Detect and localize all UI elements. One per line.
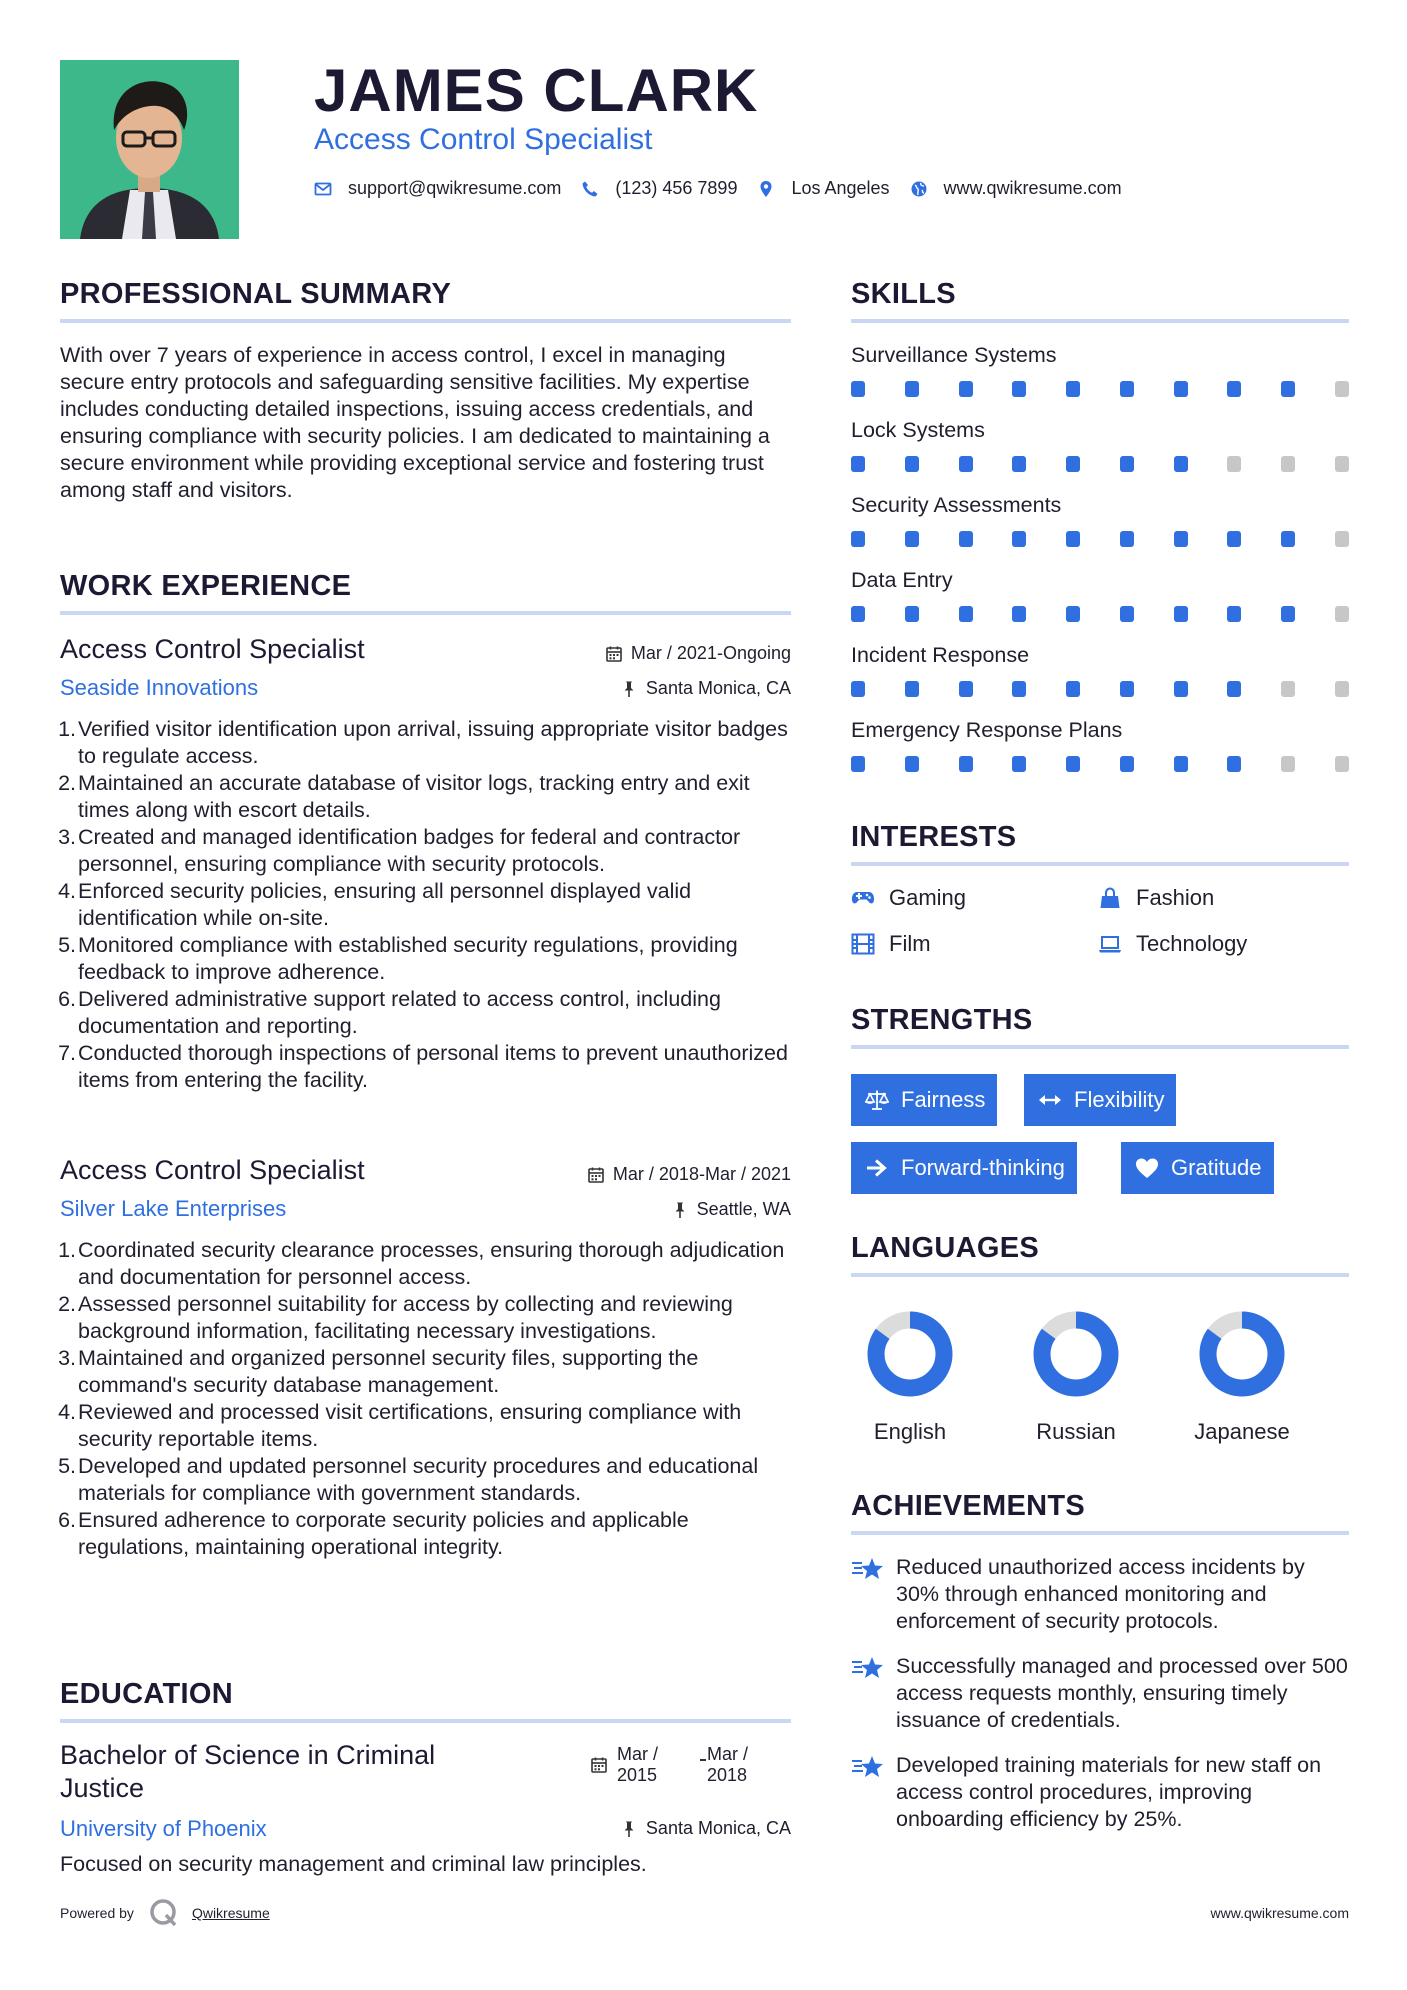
job-duty-text: Conducted thorough inspections of personal items to prevent unauthorized items from entering the facility. bbox=[78, 1041, 788, 1092]
achievement-item bbox=[851, 1653, 1349, 1734]
job-duty-text: Verified visitor identification upon arrival, issuing appropriate visitor badges to regulate access. bbox=[78, 717, 788, 768]
section-divider bbox=[60, 319, 791, 323]
skill-dot-filled bbox=[1012, 606, 1026, 622]
gamepad-icon bbox=[851, 887, 875, 909]
skill-dot-filled bbox=[1120, 531, 1134, 547]
skill-name: Incident Response bbox=[851, 643, 1030, 667]
education-description: Focused on security management and criminal law principles. bbox=[60, 1852, 647, 1876]
education-end-date bbox=[707, 1744, 748, 1786]
strength-label: Flexibility bbox=[1074, 1087, 1165, 1112]
interest-film bbox=[851, 930, 931, 958]
interest-label: Fashion bbox=[1136, 885, 1215, 910]
email-text: support@qwikresume.com bbox=[348, 178, 562, 198]
education-end-year: 2018 bbox=[707, 1765, 748, 1785]
list-number: 2. bbox=[58, 771, 76, 795]
list-number: 4. bbox=[58, 1400, 76, 1424]
interest-technology bbox=[1098, 930, 1247, 958]
job-role: Access Control Specialist bbox=[60, 1155, 365, 1185]
skill-name: Surveillance Systems bbox=[851, 343, 1057, 367]
skill-dot-filled bbox=[1012, 531, 1026, 547]
skill-dot-filled bbox=[1227, 606, 1241, 622]
list-number: 1. bbox=[58, 1238, 76, 1262]
summary-text: With over 7 years of experience in access control, I excel in managing secure entry protocols and safeguarding sensitive facilities. My expertise includes conducting detailed inspections, issuing access credentials, and ensuring compliance with security policies. I am dedicated to maintaining a secure environment while providing exceptional service and fostering trust among staff and visitors. bbox=[60, 343, 770, 502]
pushpin-icon bbox=[671, 1201, 689, 1219]
job-duty-text: Enforced security policies, ensuring all personnel displayed valid identification while on-site. bbox=[78, 879, 692, 930]
language-name: Russian bbox=[1036, 1419, 1116, 1444]
shooting-star-icon bbox=[851, 1556, 885, 1582]
skill-dot-filled bbox=[1120, 606, 1134, 622]
skill-dot-filled bbox=[851, 681, 865, 697]
skill-dot-filled bbox=[1174, 531, 1188, 547]
job-duty-text: Coordinated security clearance processes, ensuring thorough adjudication and documentation for personnel access. bbox=[78, 1238, 785, 1289]
job-role: Access Control Specialist bbox=[60, 634, 365, 664]
list-number: 6. bbox=[58, 1508, 76, 1532]
job-company: Seaside Innovations bbox=[60, 675, 259, 700]
job-duty-item bbox=[58, 824, 791, 878]
skill-dot-filled bbox=[1281, 606, 1295, 622]
job-duties-list bbox=[60, 716, 791, 1094]
heart-icon bbox=[1135, 1157, 1159, 1179]
shooting-star-icon bbox=[851, 1754, 885, 1780]
list-number: 1. bbox=[58, 717, 76, 741]
contact-location bbox=[757, 178, 889, 199]
section-title-languages: LANGUAGES bbox=[851, 1232, 1039, 1264]
pushpin-icon bbox=[620, 680, 638, 698]
date-separator bbox=[700, 1759, 706, 1761]
contact-website[interactable] bbox=[910, 178, 1122, 199]
skill-dot-filled bbox=[1281, 381, 1295, 397]
job-duty-text: Ensured adherence to corporate security policies and applicable regulations, maintaining operational integrity. bbox=[78, 1508, 689, 1559]
contact-email[interactable] bbox=[314, 178, 561, 199]
list-number: 5. bbox=[58, 1454, 76, 1478]
skill-dot-filled bbox=[1066, 531, 1080, 547]
strength-label: Fairness bbox=[901, 1087, 986, 1112]
phone-text: (123) 456 7899 bbox=[615, 178, 738, 198]
skill-dot-filled bbox=[905, 756, 919, 772]
education-start-date bbox=[617, 1744, 658, 1786]
section-title-interests: INTERESTS bbox=[851, 821, 1017, 853]
strength-chip bbox=[1121, 1142, 1274, 1194]
skill-dot-filled bbox=[905, 681, 919, 697]
skill-rating bbox=[851, 456, 1349, 472]
achievement-item bbox=[851, 1554, 1349, 1635]
interest-label: Film bbox=[889, 931, 931, 956]
achievement-text: Developed training materials for new staff on access control procedures, improving onboarding efficiency by 25%. bbox=[896, 1753, 1322, 1831]
profile-photo-image bbox=[60, 60, 239, 239]
skill-dot-filled bbox=[959, 381, 973, 397]
shopping-bag-icon bbox=[1098, 887, 1122, 909]
education-end-month: Mar / bbox=[707, 1744, 749, 1764]
phone-icon bbox=[581, 180, 599, 198]
language-level-donut bbox=[1199, 1311, 1285, 1397]
achievement-text: Reduced unauthorized access incidents by 30% through enhanced monitoring and enforcement of security protocols. bbox=[896, 1555, 1305, 1633]
section-divider bbox=[851, 1531, 1349, 1535]
candidate-title: Access Control Specialist bbox=[314, 123, 653, 156]
job-duty-text: Assessed personnel suitability for access by collecting and reviewing background information, facilitating necessary investigations. bbox=[78, 1292, 733, 1343]
skill-dot-filled bbox=[1227, 756, 1241, 772]
language-item bbox=[1172, 1311, 1312, 1445]
skill-dot-filled bbox=[851, 381, 865, 397]
contact-bar bbox=[314, 178, 1142, 199]
section-title-summary: PROFESSIONAL SUMMARY bbox=[60, 278, 452, 310]
job-location bbox=[671, 1199, 791, 1220]
map-marker-icon bbox=[757, 180, 775, 198]
job-duty-item bbox=[58, 1345, 791, 1399]
job-date-text: Mar / 2018-Mar / 2021 bbox=[612, 1164, 791, 1184]
education-start-month: Mar / bbox=[617, 1744, 659, 1764]
section-divider bbox=[851, 319, 1349, 323]
job-date-text: Mar / 2021-Ongoing bbox=[630, 643, 791, 663]
education-school: University of Phoenix bbox=[60, 1816, 267, 1841]
job-location bbox=[620, 678, 791, 699]
job-duty-item bbox=[58, 932, 791, 986]
skill-dot-filled bbox=[959, 756, 973, 772]
skill-dot-filled bbox=[905, 456, 919, 472]
education-location-text: Santa Monica, CA bbox=[645, 1818, 791, 1838]
skill-dot-filled bbox=[1066, 606, 1080, 622]
skill-rating bbox=[851, 681, 1349, 697]
skill-dot-empty bbox=[1335, 756, 1349, 772]
calendar-icon bbox=[590, 1756, 608, 1774]
skill-rating bbox=[851, 606, 1349, 622]
education-location bbox=[620, 1818, 791, 1839]
pushpin-icon bbox=[620, 1820, 638, 1838]
job-duty-item bbox=[58, 1507, 791, 1561]
skill-dot-filled bbox=[1174, 381, 1188, 397]
skill-dot-filled bbox=[959, 456, 973, 472]
skill-dot-filled bbox=[851, 531, 865, 547]
strength-chip bbox=[851, 1074, 997, 1126]
job-duty-item bbox=[58, 1291, 791, 1345]
job-duty-item bbox=[58, 986, 791, 1040]
candidate-name: JAMES CLARK bbox=[314, 57, 759, 124]
list-number: 2. bbox=[58, 1292, 76, 1316]
job-duty-text: Maintained and organized personnel security files, supporting the command's security database management. bbox=[78, 1346, 699, 1397]
job-date bbox=[587, 1164, 791, 1185]
skill-dot-filled bbox=[1120, 381, 1134, 397]
job-duty-text: Monitored compliance with established security regulations, providing feedback to improve adherence. bbox=[78, 933, 738, 984]
section-title-skills: SKILLS bbox=[851, 278, 956, 310]
section-title-education: EDUCATION bbox=[60, 1678, 233, 1710]
website-text: www.qwikresume.com bbox=[943, 178, 1122, 198]
skill-dot-filled bbox=[959, 606, 973, 622]
skill-dot-empty bbox=[1335, 456, 1349, 472]
globe-icon bbox=[910, 180, 928, 198]
skill-dot-filled bbox=[1066, 456, 1080, 472]
job-location-text: Santa Monica, CA bbox=[645, 678, 791, 698]
skill-dot-filled bbox=[1012, 381, 1026, 397]
calendar-icon bbox=[605, 645, 623, 663]
job-duty-text: Developed and updated personnel security procedures and educational materials for compliance with government standards. bbox=[78, 1454, 759, 1505]
skill-name: Data Entry bbox=[851, 568, 953, 592]
skill-dot-empty bbox=[1281, 756, 1295, 772]
job-duty-item bbox=[58, 878, 791, 932]
film-icon bbox=[851, 933, 875, 955]
skill-dot-empty bbox=[1281, 456, 1295, 472]
education-degree: Bachelor of Science in Criminal Justice bbox=[60, 1740, 436, 1803]
section-title-experience: WORK EXPERIENCE bbox=[60, 570, 352, 602]
skill-dot-filled bbox=[959, 681, 973, 697]
interest-label: Technology bbox=[1136, 931, 1248, 956]
skill-dot-filled bbox=[959, 531, 973, 547]
achievement-text: Successfully managed and processed over 500 access requests monthly, ensuring timely issuance of credentials. bbox=[896, 1654, 1348, 1732]
skill-name: Lock Systems bbox=[851, 418, 985, 442]
skill-rating bbox=[851, 756, 1349, 772]
job-duty-text: Reviewed and processed visit certifications, ensuring compliance with security reportable items. bbox=[78, 1400, 742, 1451]
skill-name: Security Assessments bbox=[851, 493, 1062, 517]
language-item bbox=[1006, 1311, 1146, 1445]
job-duty-text: Delivered administrative support related to access control, including documentation and reporting. bbox=[78, 987, 721, 1038]
interest-gaming bbox=[851, 884, 966, 912]
skill-dot-filled bbox=[1227, 681, 1241, 697]
skill-dot-filled bbox=[1012, 456, 1026, 472]
skill-dot-filled bbox=[1227, 531, 1241, 547]
list-number: 3. bbox=[58, 825, 76, 849]
strength-label: Gratitude bbox=[1171, 1155, 1262, 1180]
skill-name: Emergency Response Plans bbox=[851, 718, 1123, 742]
skill-rating bbox=[851, 381, 1349, 397]
skill-dot-filled bbox=[1174, 606, 1188, 622]
job-duty-text: Maintained an accurate database of visitor logs, tracking entry and exit times along with escort details. bbox=[78, 771, 750, 822]
skill-dot-filled bbox=[851, 606, 865, 622]
skill-rating bbox=[851, 531, 1349, 547]
skill-dot-filled bbox=[851, 756, 865, 772]
skill-dot-empty bbox=[1227, 456, 1241, 472]
skill-dot-empty bbox=[1335, 531, 1349, 547]
laptop-icon bbox=[1098, 933, 1122, 955]
skill-dot-filled bbox=[1174, 456, 1188, 472]
location-text: Los Angeles bbox=[791, 178, 890, 198]
qwikresume-logo-icon bbox=[148, 1897, 180, 1929]
list-number: 5. bbox=[58, 933, 76, 957]
skill-dot-filled bbox=[1120, 681, 1134, 697]
job-company: Silver Lake Enterprises bbox=[60, 1196, 287, 1221]
arrow-right-icon bbox=[865, 1157, 889, 1179]
list-number: 7. bbox=[58, 1041, 76, 1065]
strength-chip bbox=[851, 1142, 1077, 1194]
interest-label: Gaming bbox=[889, 885, 967, 910]
language-level-donut bbox=[867, 1311, 953, 1397]
powered-by-label: Powered by bbox=[60, 1905, 134, 1921]
skill-dot-filled bbox=[905, 531, 919, 547]
skill-dot-empty bbox=[1281, 681, 1295, 697]
skill-dot-filled bbox=[1281, 531, 1295, 547]
qwikresume-link[interactable]: Qwikresume bbox=[191, 1905, 270, 1921]
section-title-strengths: STRENGTHS bbox=[851, 1004, 1033, 1036]
footer-powered-by bbox=[60, 1897, 270, 1929]
footer-website[interactable]: www.qwikresume.com bbox=[1210, 1905, 1349, 1921]
skill-dot-filled bbox=[1227, 381, 1241, 397]
language-name: Japanese bbox=[1194, 1419, 1290, 1444]
interest-fashion bbox=[1098, 884, 1214, 912]
section-divider bbox=[60, 1719, 791, 1723]
skill-dot-filled bbox=[1174, 681, 1188, 697]
job-location-text: Seattle, WA bbox=[696, 1199, 791, 1219]
skill-dot-empty bbox=[1335, 681, 1349, 697]
job-duty-item bbox=[58, 1399, 791, 1453]
skill-dot-filled bbox=[1120, 456, 1134, 472]
skill-dot-filled bbox=[1012, 681, 1026, 697]
calendar-icon bbox=[587, 1166, 605, 1184]
skill-dot-filled bbox=[1120, 756, 1134, 772]
section-divider bbox=[851, 862, 1349, 866]
language-item bbox=[840, 1311, 980, 1445]
skill-dot-filled bbox=[1066, 756, 1080, 772]
section-divider bbox=[60, 611, 791, 615]
achievement-item bbox=[851, 1752, 1349, 1833]
strength-label: Forward-thinking bbox=[901, 1155, 1065, 1180]
skill-dot-filled bbox=[905, 381, 919, 397]
language-name: English bbox=[873, 1419, 947, 1444]
list-number: 6. bbox=[58, 987, 76, 1011]
job-duty-text: Created and managed identification badges for federal and contractor personnel, ensuring compliance with security protocols. bbox=[78, 825, 741, 876]
profile-photo bbox=[60, 60, 239, 239]
job-duty-item bbox=[58, 1040, 791, 1094]
skill-dot-filled bbox=[851, 456, 865, 472]
skill-dot-empty bbox=[1335, 381, 1349, 397]
education-start-year: 2015 bbox=[617, 1765, 658, 1785]
skill-dot-filled bbox=[1066, 681, 1080, 697]
strength-chip bbox=[1024, 1074, 1176, 1126]
skill-dot-filled bbox=[1066, 381, 1080, 397]
job-duties-list bbox=[60, 1237, 791, 1561]
job-duty-item bbox=[58, 770, 791, 824]
list-number: 3. bbox=[58, 1346, 76, 1370]
section-divider bbox=[851, 1045, 1349, 1049]
skill-dot-filled bbox=[1174, 756, 1188, 772]
section-divider bbox=[851, 1273, 1349, 1277]
shooting-star-icon bbox=[851, 1655, 885, 1681]
language-level-donut bbox=[1033, 1311, 1119, 1397]
contact-phone[interactable] bbox=[581, 178, 737, 199]
arrows-horizontal-icon bbox=[1038, 1089, 1062, 1111]
job-duty-item bbox=[58, 716, 791, 770]
job-duty-item bbox=[58, 1453, 791, 1507]
job-date bbox=[605, 643, 791, 664]
skill-dot-filled bbox=[1012, 756, 1026, 772]
skill-dot-filled bbox=[905, 606, 919, 622]
list-number: 4. bbox=[58, 879, 76, 903]
skill-dot-empty bbox=[1335, 606, 1349, 622]
balance-scale-icon bbox=[865, 1089, 889, 1111]
envelope-icon bbox=[314, 180, 332, 198]
job-duty-item bbox=[58, 1237, 791, 1291]
section-title-achievements: ACHIEVEMENTS bbox=[851, 1490, 1086, 1522]
